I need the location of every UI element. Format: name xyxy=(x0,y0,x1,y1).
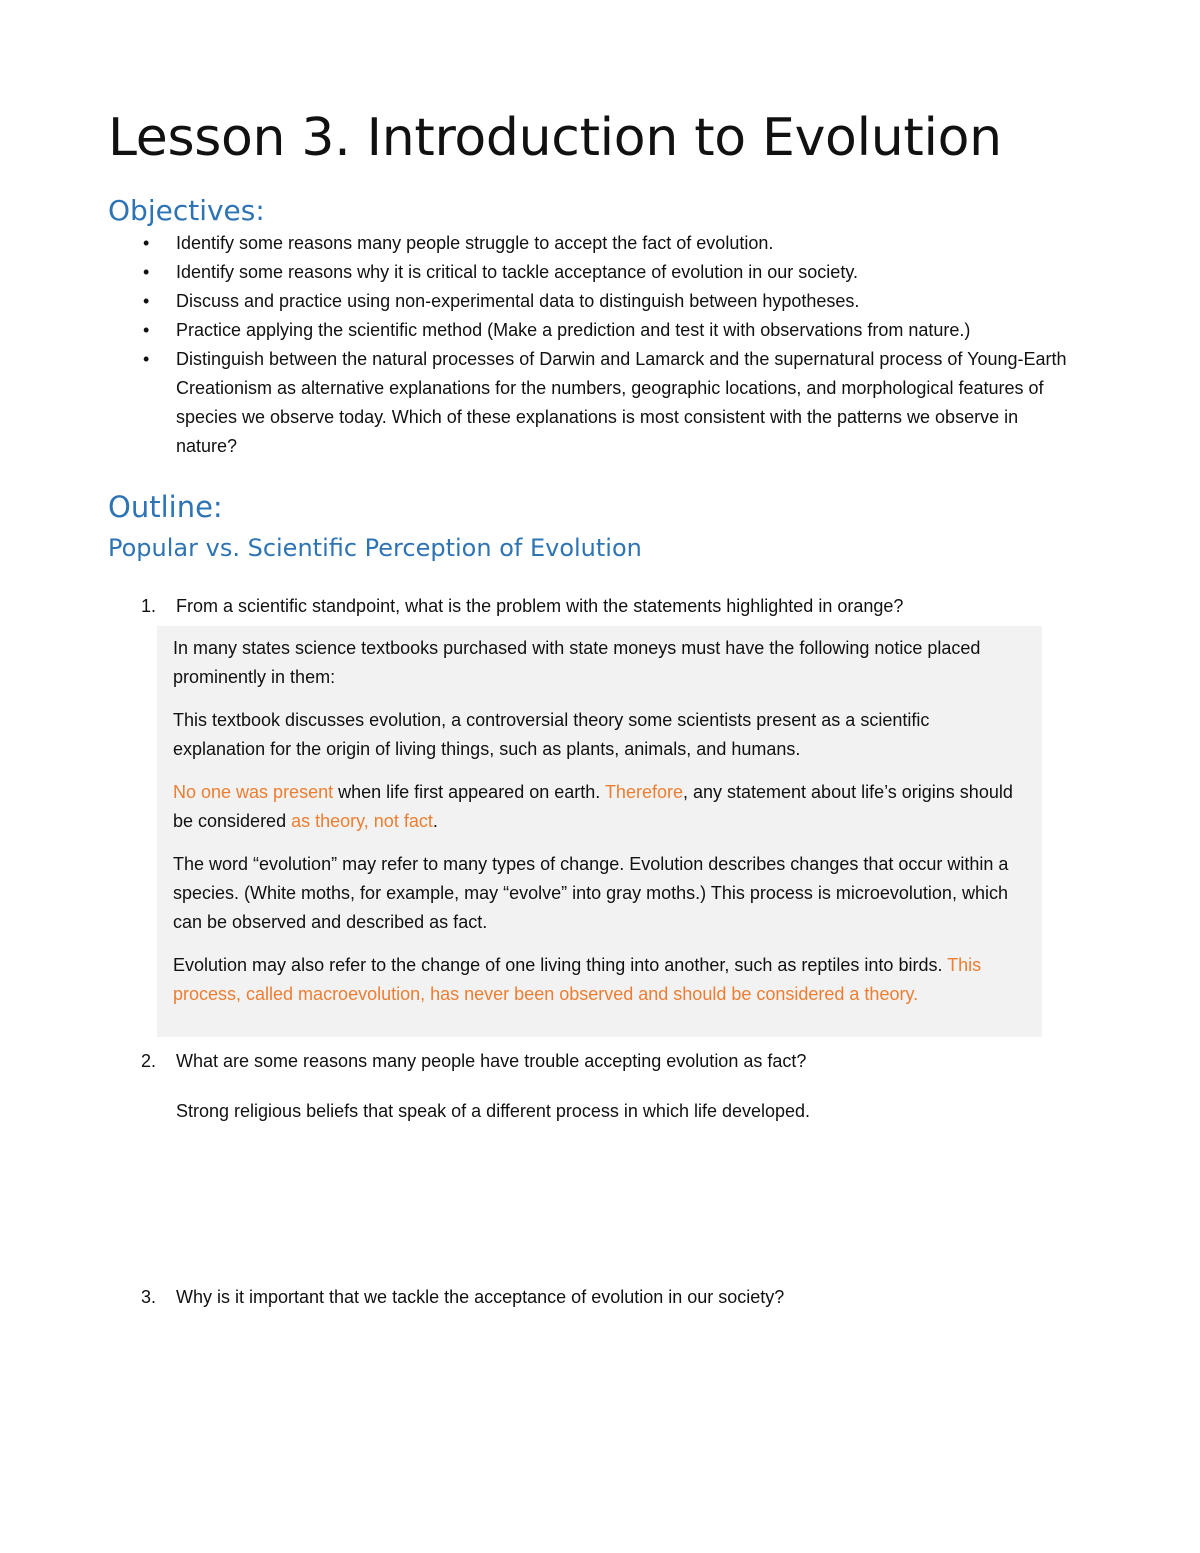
question-text: What are some reasons many people have trouble accepting evolution as fact? xyxy=(176,1051,807,1071)
objective-text: Discuss and practice using non-experimental data to distinguish between hypotheses. xyxy=(176,291,860,311)
objective-text: Distinguish between the natural processes of Darwin and Lamarck and the supernatural process of Young-Earth Creationism as alternative explanations for the numbers, geographic locations, and morphological features of species we observe today. Which of these explanations is most consistent with the patterns we observe in nature? xyxy=(176,349,1067,456)
objectives-heading: Objectives: xyxy=(108,194,265,227)
answer-2: Strong religious beliefs that speak of a different process in which life developed. xyxy=(176,1101,811,1121)
question-number: 3. xyxy=(141,1287,157,1307)
bullet-icon: • xyxy=(143,320,150,340)
bullet-icon: • xyxy=(143,233,150,253)
objective-text: Identify some reasons why it is critical to tackle acceptance of evolution in our society. xyxy=(176,262,858,282)
notice-paragraph xyxy=(173,951,1026,1009)
highlighted-text: as theory, not fact xyxy=(291,811,433,831)
lesson-title: Lesson 3. Introduction to Evolution xyxy=(108,108,1002,168)
objectives-list xyxy=(108,229,1068,461)
list-item xyxy=(108,258,1068,287)
notice-paragraph xyxy=(173,778,1026,836)
question-2 xyxy=(108,1047,1068,1075)
highlighted-text: Therefore xyxy=(604,782,683,802)
outline-heading: Outline: xyxy=(108,490,223,524)
notice-text: Evolution may also refer to the change of one living thing into another, such as reptiles into birds. xyxy=(173,955,948,975)
objective-text: Practice applying the scientific method (Make a prediction and test it with observations from nature.) xyxy=(176,320,971,340)
notice-text: , any statement about life’s origins should be considered xyxy=(173,782,1013,831)
highlighted-text: No one was present xyxy=(173,782,334,802)
list-item xyxy=(108,316,1068,345)
question-text: From a scientific standpoint, what is the problem with the statements highlighted in orange? xyxy=(176,596,904,616)
bullet-icon: • xyxy=(143,291,150,311)
notice-paragraph: This textbook discusses evolution, a controversial theory some scientists present as a scientific explanation for the origin of living things, such as plants, animals, and humans. xyxy=(173,710,930,759)
question-number: 2. xyxy=(141,1051,157,1071)
highlighted-text: This process, called macroevolution, has never been observed and should be considered a theory. xyxy=(173,955,982,1004)
list-item xyxy=(108,345,1068,461)
question-3 xyxy=(108,1283,1068,1311)
notice-text: . xyxy=(432,811,438,831)
question-1 xyxy=(108,592,1068,620)
objective-text: Identify some reasons many people struggle to accept the fact of evolution. xyxy=(176,233,774,253)
document-page xyxy=(108,100,1068,1311)
bullet-icon: • xyxy=(143,349,150,369)
notice-text: when life first appeared on earth. xyxy=(333,782,605,802)
list-item xyxy=(108,287,1068,316)
section-heading: Popular vs. Scientific Perception of Evolution xyxy=(108,534,642,562)
list-item xyxy=(108,229,1068,258)
question-text: Why is it important that we tackle the acceptance of evolution in our society? xyxy=(176,1287,785,1307)
textbook-notice-box xyxy=(157,626,1042,1037)
bullet-icon: • xyxy=(143,262,150,282)
notice-paragraph: The word “evolution” may refer to many types of change. Evolution describes changes that occur within a species. (White moths, for example, may “evolve” into gray moths.) This process is microevolution, which can be observed and described as fact. xyxy=(173,854,1009,932)
notice-paragraph: In many states science textbooks purchased with state moneys must have the following notice placed prominently in them: xyxy=(173,638,981,687)
question-number: 1. xyxy=(141,596,157,616)
